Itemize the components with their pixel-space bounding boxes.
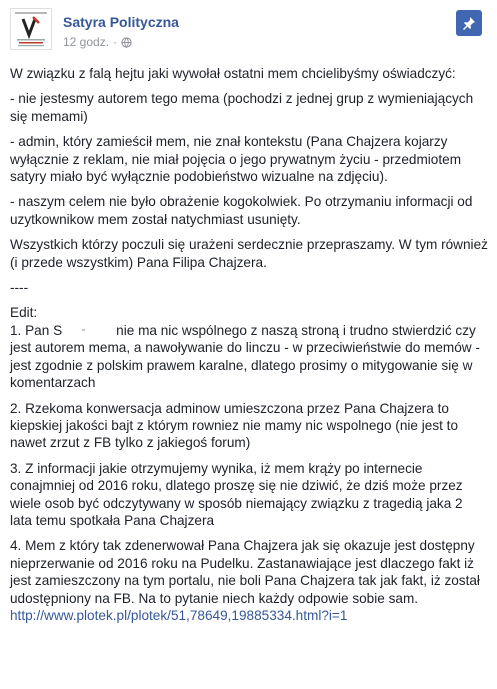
- post-header: [10, 8, 490, 52]
- paragraph-point-1: - nie jestesmy autorem tego mema (pochodzi z jednej grup z wymieniających się memami): [10, 91, 474, 124]
- paragraph-point-3: - naszym celem nie było obrażenie kogokolwiek. Po otrzymaniu informacji od uzytkownikow mem został natychmiast usunięty.: [10, 194, 473, 227]
- edit-item-4: 4. Mem z który tak zdenerwował Pana Chajzera jak się okazuje jest dostępny nieprzerwanie od 2016 roku na Pudelku. Zastanawiające jest dlaczego fakt iż jest zamieszczony na tym portalu, nie boli Pana Chajzera tak jak fakt, iż został udostępniony na FB. Na to pytanie niech każdy odpowie sobie sam.: [10, 538, 480, 606]
- edit-item-1-text: nie ma nic wspólnego z naszą stroną i trudno stwierdzić czy jest autorem mema, a nawoływanie do linczu - w przeciwieństwie do memów - jest zgodnie z polskim prawem karalne, dlatego prosimy o mitygowanie się w komentarzach: [10, 322, 480, 391]
- page-avatar[interactable]: [10, 8, 52, 50]
- pinned-post-button[interactable]: [456, 10, 482, 36]
- post-meta: [63, 35, 132, 49]
- paragraph-intro: W związku z falą hejtu jaki wywołał ostatni mem chcielibyśmy oświadczyć:: [10, 66, 456, 81]
- globe-icon[interactable]: [121, 37, 132, 48]
- page-logo-icon: [11, 9, 51, 49]
- separator-line: ----: [10, 280, 29, 296]
- post-message: [10, 65, 488, 624]
- edit-item-3: 3. Z informacji jakie otrzymujemy wynika, iż mem krąży po internecie conajmniej od 2016 roku, dlatego proszę się nie dziwić, że dziś może przez wiele osob być odczytywany w sposób niemający związku z tragedią jaka 2 lata temu spotkała Pana Chajzera: [10, 460, 463, 528]
- edit-item-1: [10, 322, 488, 392]
- edit-item-2: 2. Rzekoma konwersacja adminow umieszczona przez Pana Chajzera to kiepskiej jakości bajt z którym rowniez nie mamy nic wspolnego (nie jest to nawet zrzut z FB tylko z jakiegoś forum): [10, 400, 459, 451]
- paragraph-point-2: - admin, który zamieścił mem, nie znał kontekstu (Pana Chajzera kojarzy wyłącznie z reklam, nie miał pojęcia o jego prywatnym życiu - przedmiotem satyry miało być wyłącznie podobieństwo wizualne na zdjęciu).: [10, 134, 462, 185]
- post-timestamp[interactable]: 12 godz.: [63, 35, 110, 49]
- pin-icon: [462, 16, 476, 30]
- page-name-link[interactable]: Satyra Polityczna: [63, 14, 179, 30]
- paragraph-apology: Wszystkich którzy poczuli się urażeni serdecznie przepraszamy. W tym również (i przede wszystkim) Pana Filipa Chajzera.: [10, 237, 488, 270]
- edit-label: Edit:: [10, 305, 38, 321]
- meta-separator: ·: [113, 35, 118, 49]
- external-link[interactable]: http://www.plotek.pl/plotek/51,78649,19885334.html?i=1: [10, 607, 348, 623]
- edit-item-1-prefix: 1. Pan S: [10, 322, 63, 338]
